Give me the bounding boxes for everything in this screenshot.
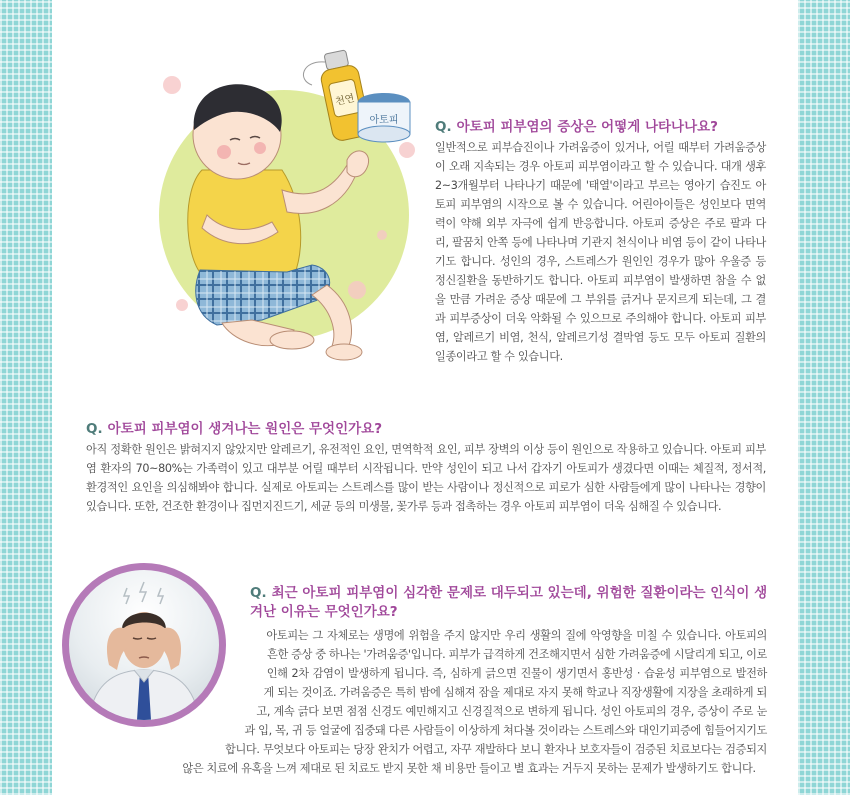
q3-title-text: 최근 아토피 피부염이 심각한 문제로 대두되고 있는데, 위험한 질환이라는 인식이 생겨난 이유는 무엇인가요? xyxy=(250,585,768,620)
cream-jar xyxy=(358,93,410,142)
man-hand-right xyxy=(161,628,181,670)
q1-title xyxy=(435,118,815,137)
q1-title-text: 아토피 피부염의 증상은 어떻게 나타나나요? xyxy=(456,119,718,135)
bottle-label: 천연 xyxy=(334,93,356,108)
q-mark: Q. xyxy=(86,421,103,437)
jar-label: 아토피 xyxy=(369,115,399,126)
q2-title xyxy=(86,420,766,439)
headache-man-illustration xyxy=(69,570,219,720)
headache-photo xyxy=(62,563,226,727)
q-mark: Q. xyxy=(435,119,452,135)
q3-title xyxy=(250,584,770,622)
q-mark: Q. xyxy=(250,585,267,601)
q2-body: 아직 정확한 원인은 밝혀지지 않았지만 알레르기, 유전적인 요인, 면역학적 요인, 피부 장벽의 이상 등이 원인으로 작용하고 있습니다. 아토피 피부염 환자의 70~80%는 가족력이 있고 대부분 어릴 때부터 시작됩니다. 만약 성인이 되고 나서 갑자기 아토피가 생겼다면 이때는 체질적, 정서적, 환경적인 요인을 의심해봐야 합니다. 실제로 아토피는 스트레스를 많이 받는 사람이나 정신적으로 피로가 심한 사람들에게 많이 나타나는 경향이 있습니다. 또한, 건조한 환경이나 집먼지진드기, 세균 등의 미생물, 꽃가루 등과 접촉하는 경우 아토피 피부염이 더욱 심해질 수 있습니다. xyxy=(86,443,766,513)
boy-illustration xyxy=(122,40,422,370)
man-hand-left xyxy=(107,628,127,670)
q3-body-text: 아토피는 그 자체로는 생명에 위험을 주지 않지만 우리 생활의 질에 악영향을 미칠 수 있습니다. 아토피의 흔한 증상 중 하나는 '가려움증'입니다. 피부가 급격하게 건조해지면서 심한 가려움증에 시달리게 되고, 이로 인해 2차 감염이 발생하게 됩니다. 즉, 심하게 긁으면 진물이 생기면서 홍반성 · 습윤성 피부염으로 발전하게 되는 것이죠. 가려움증은 특히 밤에 심해져 잠을 제대로 자지 못해 학교나 직장생활에 지장을 초래하게 되고, 계속 긁다 보면 점점 신경도 예민해지고 신경질적으로 변하게 됩니다. 성인 아토피의 경우, 증상이 주로 눈과 입, 목, 귀 등 얼굴에 집중돼 다른 사람들이 이상하게 쳐다볼 것이라는 스트레스와 대인기피증에 힘들어지기도 합니다. 무엇보다 아토피는 당장 완치가 어렵고, 자꾸 재발하다 보니 환자나 보호자들이 검증된 치료보다는 검증되지 않은 치료에 유혹을 느껴 제대로 된 치료도 받지 못한 채 비용만 들이고 별 효과는 거두지 못하는 문제가 발생하기도 합니다. xyxy=(182,629,767,775)
q2-title-text: 아토피 피부염이 생겨나는 원인은 무엇인가요? xyxy=(107,421,383,437)
q1-body: 일반적으로 피부습진이나 가려움증이 있거나, 어릴 때부터 가려움증상이 오래 지속되는 경우 아토피 피부염이라고 할 수 있습니다. 대개 생후 2~3개월부터 나타나기 때문에 '태열'이라고 부르는 영아기 습진도 아토피 피부염의 시작으로 볼 수 있습니다. 어린아이들은 성인보다 면역력이 약해 외부 자극에 쉽게 반응합니다. 아토피 증상은 주로 팔과 다리, 팔꿈치 안쪽 등에 나타나며 기관지 천식이나 비염 등이 같이 나타나기도 합니다. 성인의 경우, 스트레스가 원인인 경우가 많아 우울증 등 정신질환을 동반하기도 합니다. 아토피 피부염이 발생하면 참을 수 없을 만큼 가려운 증상 때문에 그 부위를 긁거나 문지르게 되는데, 그 결과 피부증상이 더욱 악화될 수 있으므로 주의해야 합니다. 아토피 피부염, 알레르기 비염, 천식, 알레르기성 결막염 등도 모두 아토피 질환의 일종이라고 할 수 있습니다. xyxy=(435,141,766,363)
